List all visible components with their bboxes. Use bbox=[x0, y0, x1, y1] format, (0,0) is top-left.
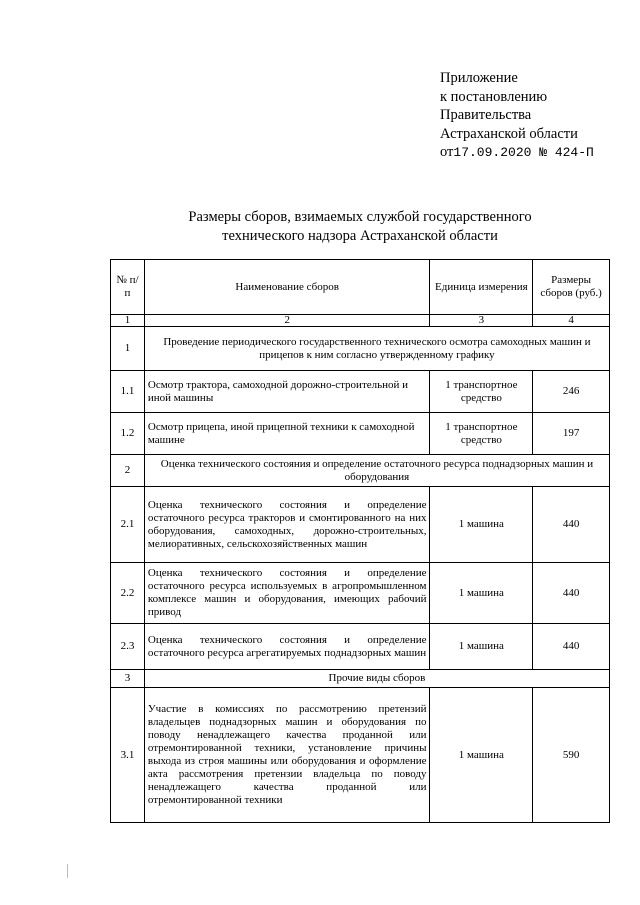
row-unit: 1 транспортное средство bbox=[430, 413, 533, 455]
appendix-line-1: Приложение bbox=[440, 70, 518, 86]
section-num: 1 bbox=[111, 327, 145, 371]
row-name: Осмотр трактора, самоходной дорожно-строительной и иной машины bbox=[144, 371, 430, 413]
title-line-1: Размеры сборов, взимаемых службой государственного bbox=[188, 209, 532, 225]
row-unit: 1 машина bbox=[430, 624, 533, 670]
table-row bbox=[111, 563, 610, 624]
column-numbers-row bbox=[111, 315, 610, 327]
row-price: 440 bbox=[533, 487, 610, 563]
section-title: Оценка технического состояния и определение остаточного ресурса поднадзорных машин и оборудования bbox=[144, 455, 609, 487]
row-name: Оценка технического состояния и определение остаточного ресурса тракторов и смонтированного на них оборудования, самоходных, дорожно-строительных, мелиоративных, сельскохозяйственных машин bbox=[144, 487, 430, 563]
appendix-line-3: Правительства bbox=[440, 107, 532, 123]
table-row bbox=[111, 487, 610, 563]
section-row bbox=[111, 327, 610, 371]
section-row bbox=[111, 670, 610, 688]
row-num: 2.1 bbox=[111, 487, 145, 563]
date-prefix: от bbox=[440, 144, 454, 160]
row-num: 2.2 bbox=[111, 563, 145, 624]
row-price: 246 bbox=[533, 371, 610, 413]
fees-table bbox=[110, 259, 610, 823]
title-line-2: технического надзора Астраханской области bbox=[222, 228, 498, 244]
row-num: 3.1 bbox=[111, 688, 145, 823]
row-name: Оценка технического состояния и определение остаточного ресурса используемых в агропромышленном комплексе машин и оборудования, имеющих рабочий привод bbox=[144, 563, 430, 624]
row-price: 590 bbox=[533, 688, 610, 823]
table-row bbox=[111, 688, 610, 823]
section-num: 3 bbox=[111, 670, 145, 688]
appendix-block bbox=[440, 69, 594, 163]
row-unit: 1 транспортное средство bbox=[430, 371, 533, 413]
row-unit: 1 машина bbox=[430, 688, 533, 823]
table-row bbox=[111, 371, 610, 413]
table-header-row bbox=[111, 260, 610, 315]
decree-date-number: 17.09.2020 № 424-П bbox=[453, 145, 594, 160]
row-price: 440 bbox=[533, 563, 610, 624]
row-num: 2.3 bbox=[111, 624, 145, 670]
row-name: Осмотр прицепа, иной прицепной техники к самоходной машине bbox=[144, 413, 430, 455]
document-title bbox=[110, 208, 610, 246]
section-title: Проведение периодического государственного технического осмотра самоходных машин и прицепов к ним согласно утвержденному графику bbox=[144, 327, 609, 371]
header-price: Размеры сборов (руб.) bbox=[533, 260, 610, 315]
col-number-3: 3 bbox=[430, 315, 533, 327]
row-name: Участие в комиссиях по рассмотрению претензий владельцев поднадзорных машин и оборудования по поводу ненадлежащего качества проданной или отремонтированной техники, установление причины выхода из строя машины или оборудования и оформление акта рассмотрения претензии владельца по поводу ненадлежащего качества проданной или отремонтированной техники bbox=[144, 688, 430, 823]
appendix-line-4: Астраханской области bbox=[440, 125, 578, 142]
col-number-4: 4 bbox=[533, 315, 610, 327]
table-row bbox=[111, 413, 610, 455]
col-number-1: 1 bbox=[111, 315, 145, 327]
appendix-line-2: к постановлению bbox=[440, 88, 548, 105]
row-unit: 1 машина bbox=[430, 487, 533, 563]
row-price: 197 bbox=[533, 413, 610, 455]
header-num: № п/п bbox=[111, 260, 145, 315]
section-num: 2 bbox=[111, 455, 145, 487]
scan-artifact-mark bbox=[67, 864, 68, 878]
header-name: Наименование сборов bbox=[144, 260, 430, 315]
row-num: 1.2 bbox=[111, 413, 145, 455]
row-name: Оценка технического состояния и определение остаточного ресурса агрегатируемых поднадзорных машин bbox=[144, 624, 430, 670]
row-price: 440 bbox=[533, 624, 610, 670]
appendix-date-line bbox=[440, 143, 594, 163]
section-title: Прочие виды сборов bbox=[144, 670, 609, 688]
section-row bbox=[111, 455, 610, 487]
col-number-2: 2 bbox=[144, 315, 430, 327]
header-unit: Единица измерения bbox=[430, 260, 533, 315]
row-num: 1.1 bbox=[111, 371, 145, 413]
row-unit: 1 машина bbox=[430, 563, 533, 624]
table-row bbox=[111, 624, 610, 670]
